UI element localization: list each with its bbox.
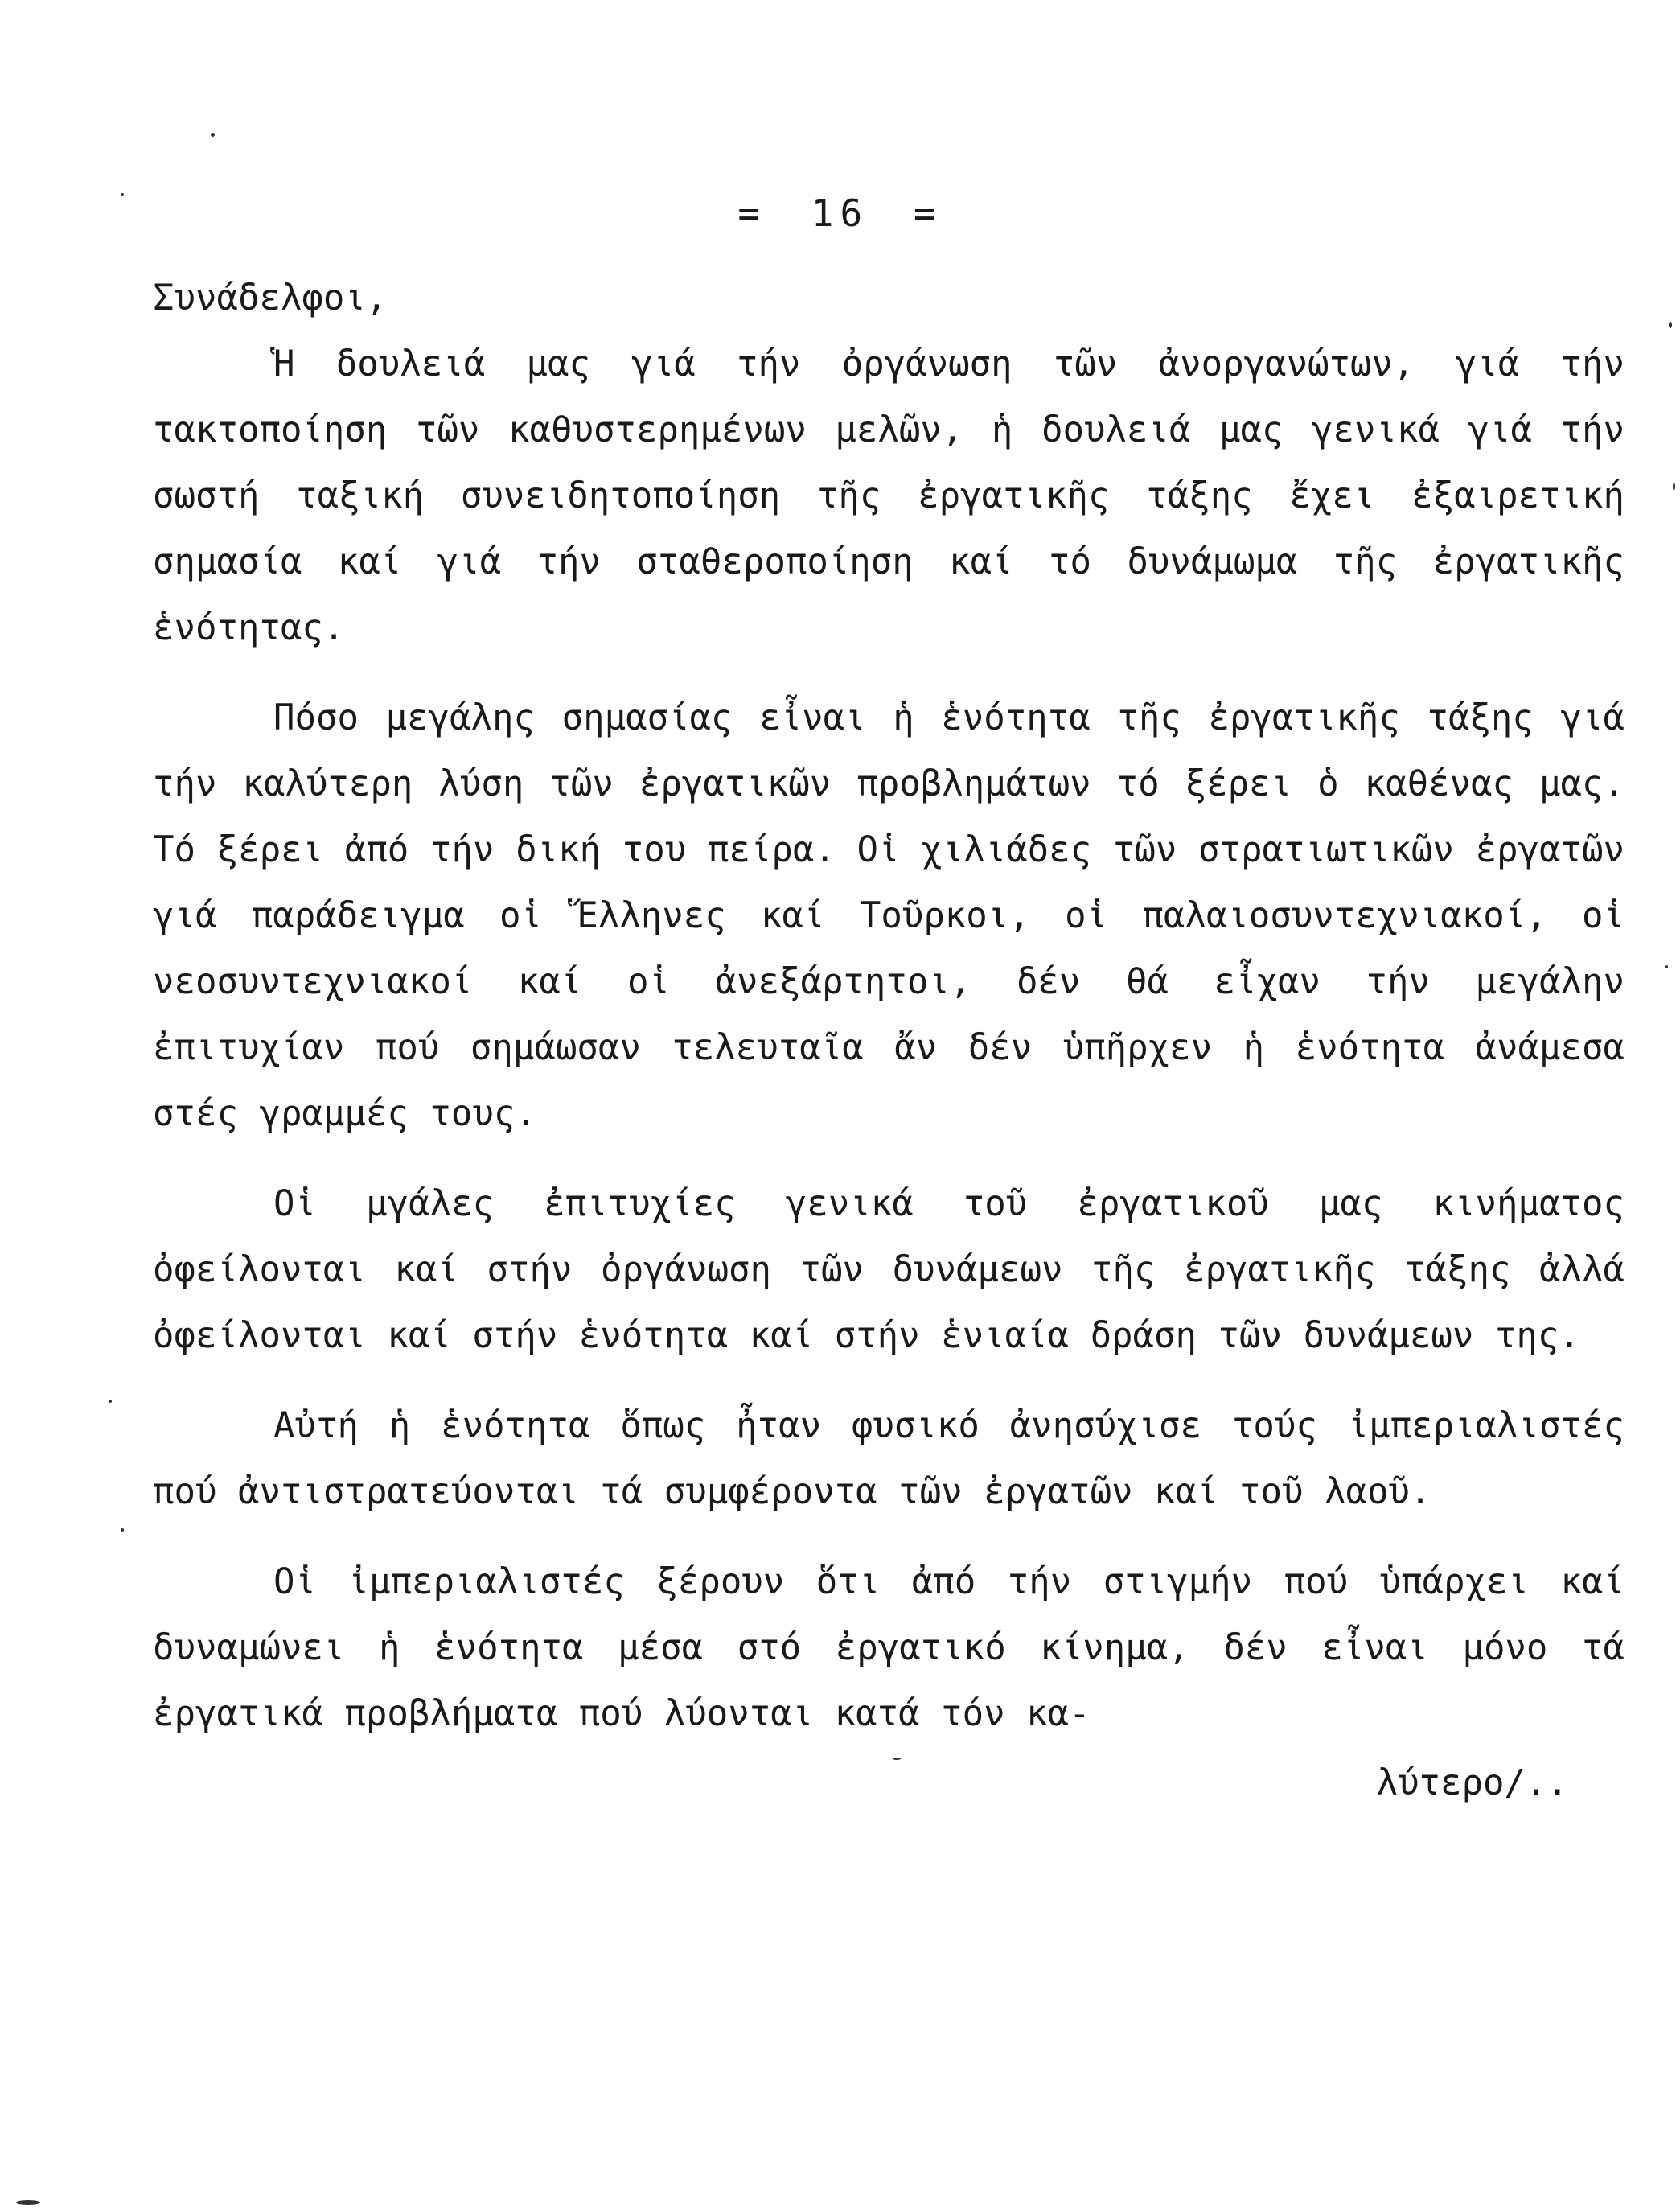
paragraph-3: Οἱ μγάλες ἐπιτυχίες γενικά τοῦ ἐργατικοῦ μας κινήματος ὀφείλονται καί στήν ὀργάνωση τῶν δυνάμεων τῆς ἐργατικῆς τάξης ἀλλά ὀφείλονται καί στήν ἑνότητα καί στήν ἑνιαία δράση τῶν δυνάμεων της. [153,1183,1625,1356]
scan-speck [1669,322,1672,328]
closing-continuation: λύτερο/.. [1376,1762,1568,1803]
paragraph-5: Οἱ ἰμπεριαλιστές ξέρουν ὅτι ἀπό τήν στιγμήν πού ὑπάρχει καί δυναμώνει ἡ ἑνότητα μέσα στό ἐργατικό κίνημα, δέν εἶναι μόνο τά ἐργατικά προβλήματα πού λύονται κατά τόν κα- [153,1561,1625,1734]
scan-speck [121,1528,124,1532]
paragraph-2: Πόσο μεγάλης σημασίας εἶναι ἡ ἑνότητα τῆς ἐργατικῆς τάξης γιά τήν καλύτερη λύση τῶν ἐργατικῶν προβλημάτων τό ξέρει ὁ καθένας μας. Τό ξέρει ἀπό τήν δική του πείρα. Οἱ χιλιάδες τῶν στρατιωτικῶν ἐργατῶν γιά παράδειγμα οἱ Ἕλληνες καί Τοῦρκοι, οἱ παλαιοσυντεχνιακοί, οἱ νεοσυντεχνιακοί καί οἱ ἀνεξάρτητοι, δέν θά εἶχαν τήν μεγάλην ἐπιτυχίαν πού σημάωσαν τελευταῖα ἄν δέν ὑπῆρχεν ἡ ἑνότητα ἀνάμεσα στές γραμμές τους. [153,697,1625,1134]
document-body [153,265,1625,1816]
scan-speck [109,1400,112,1403]
paragraph-4: Αὐτή ἡ ἑνότητα ὅπως ἦταν φυσικό ἀνησύχισε τούς ἰμπεριαλιστές πού ἀντιστρατεύονται τά συμφέροντα τῶν ἐργατῶν καί τοῦ λαοῦ. [153,1405,1625,1512]
paragraph-1: Ἡ δουλειά μας γιά τήν ὀργάνωση τῶν ἀνοργανώτων, γιά τήν τακτοποίηση τῶν καθυστερημένων μελῶν, ἡ δουλειά μας γενικά γιά τήν σωστή ταξική συνειδητοποίηση τῆς ἐργατικῆς τάξης ἔχει ἐξαιρετική σημασία καί γιά τήν σταθεροποίηση καί τό δυνάμωμα τῆς ἐργατικῆς ἑνότητας. [153,343,1625,648]
page-number: = 16 = [737,191,943,235]
scan-speck [893,1758,901,1760]
scan-speck [1665,965,1668,968]
salutation: Συνάδελφοι, [153,278,388,319]
scan-speck [121,193,124,196]
scan-speck [1673,483,1675,491]
scan-speck [211,133,215,137]
scan-speck [16,2200,40,2205]
